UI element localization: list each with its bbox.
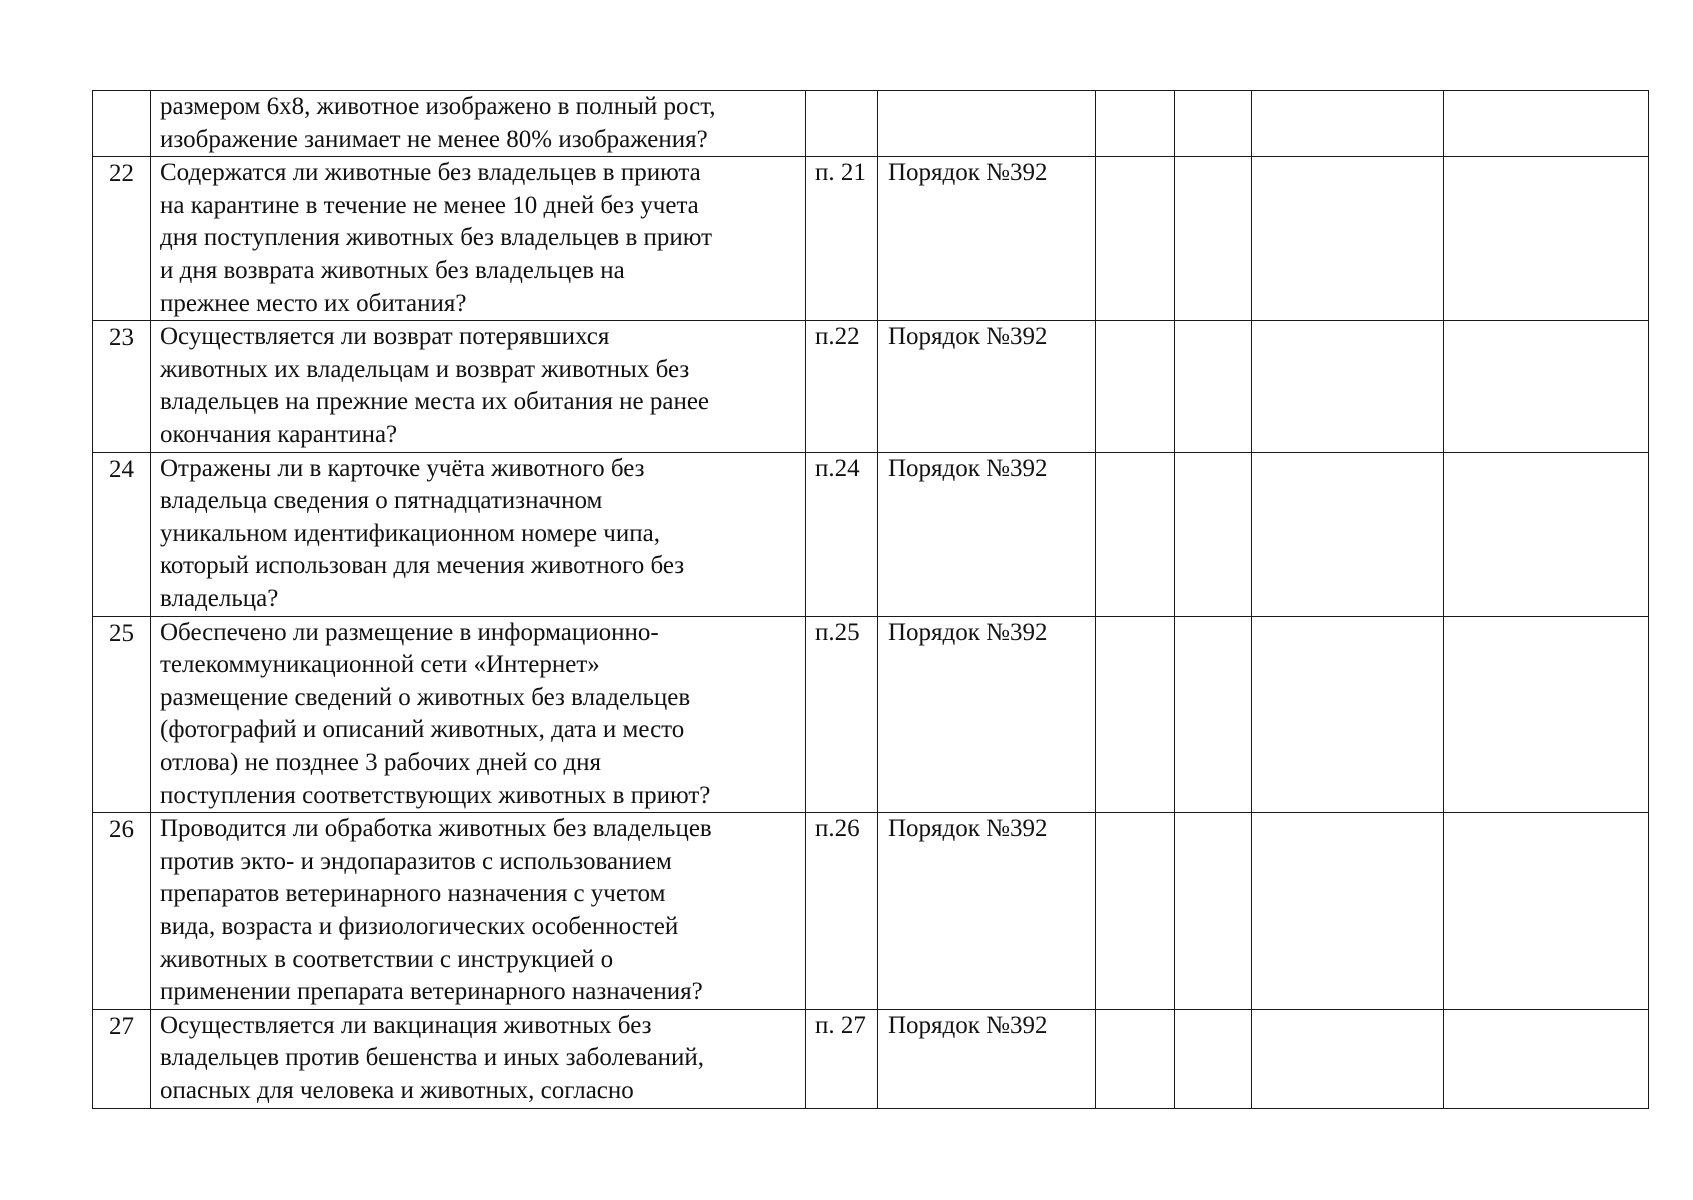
answer-cell-yes[interactable] xyxy=(1096,91,1175,157)
answer-cell-not-applicable[interactable] xyxy=(1252,616,1444,813)
answer-cell-not-applicable[interactable] xyxy=(1252,813,1444,1010)
clause-reference xyxy=(806,91,878,157)
answer-cell-no[interactable] xyxy=(1175,1009,1252,1108)
legal-act-reference: Порядок №392 xyxy=(878,616,1096,813)
clause-reference: п.24 xyxy=(806,452,878,616)
row-number: 24 xyxy=(93,452,151,616)
answer-cell-yes[interactable] xyxy=(1096,157,1175,321)
clause-reference: п. 21 xyxy=(806,157,878,321)
note-cell[interactable] xyxy=(1444,157,1649,321)
clause-reference: п.26 xyxy=(806,813,878,1010)
row-number xyxy=(93,91,151,157)
note-cell[interactable] xyxy=(1444,813,1649,1010)
table-row xyxy=(93,91,1649,157)
row-number: 27 xyxy=(93,1009,151,1108)
requirement-question: размером 6х8, животное изображено в полный рост, изображение занимает не менее 80% изображения? xyxy=(151,91,806,157)
answer-cell-no[interactable] xyxy=(1175,321,1252,452)
answer-cell-not-applicable[interactable] xyxy=(1252,157,1444,321)
table-row xyxy=(93,1009,1649,1108)
clause-reference: п.22 xyxy=(806,321,878,452)
answer-cell-yes[interactable] xyxy=(1096,1009,1175,1108)
legal-act-reference: Порядок №392 xyxy=(878,321,1096,452)
row-number: 23 xyxy=(93,321,151,452)
answer-cell-yes[interactable] xyxy=(1096,321,1175,452)
table-row xyxy=(93,452,1649,616)
row-number: 22 xyxy=(93,157,151,321)
requirement-question: Обеспечено ли размещение в информационно- телекоммуникационной сети «Интернет» размещение сведений о животных без владельцев (фотографий и описаний животных, дата и место отлова) не позднее 3 рабочих дней со дня поступления соответствующих животных в приют? xyxy=(151,616,806,813)
legal-act-reference xyxy=(878,91,1096,157)
table-row xyxy=(93,813,1649,1010)
answer-cell-yes[interactable] xyxy=(1096,813,1175,1010)
clause-reference: п.25 xyxy=(806,616,878,813)
requirement-question: Осуществляется ли вакцинация животных без владельцев против бешенства и иных заболеваний, опасных для человека и животных, согласно xyxy=(151,1009,806,1108)
legal-act-reference: Порядок №392 xyxy=(878,813,1096,1010)
clause-reference: п. 27 xyxy=(806,1009,878,1108)
answer-cell-no[interactable] xyxy=(1175,813,1252,1010)
answer-cell-no[interactable] xyxy=(1175,157,1252,321)
answer-cell-yes[interactable] xyxy=(1096,452,1175,616)
legal-act-reference: Порядок №392 xyxy=(878,1009,1096,1108)
note-cell[interactable] xyxy=(1444,321,1649,452)
table-row xyxy=(93,616,1649,813)
requirement-question: Проводится ли обработка животных без владельцев против экто- и эндопаразитов с использованием препаратов ветеринарного назначения с учетом вида, возраста и физиологических особенностей животных в соответствии с инструкцией о применении препарата ветеринарного назначения? xyxy=(151,813,806,1010)
requirement-question: Отражены ли в карточке учёта животного без владельца сведения о пятнадцатизначном уникальном идентификационном номере чипа, который использован для мечения животного без владельца? xyxy=(151,452,806,616)
checklist-table xyxy=(92,90,1649,1109)
note-cell[interactable] xyxy=(1444,1009,1649,1108)
answer-cell-no[interactable] xyxy=(1175,452,1252,616)
answer-cell-not-applicable[interactable] xyxy=(1252,1009,1444,1108)
legal-act-reference: Порядок №392 xyxy=(878,452,1096,616)
requirement-question: Содержатся ли животные без владельцев в приюта на карантине в течение не менее 10 дней без учета дня поступления животных без владельцев в приют и дня возврата животных без владельцев на прежнее место их обитания? xyxy=(151,157,806,321)
row-number: 25 xyxy=(93,616,151,813)
answer-cell-not-applicable[interactable] xyxy=(1252,452,1444,616)
note-cell[interactable] xyxy=(1444,91,1649,157)
answer-cell-no[interactable] xyxy=(1175,616,1252,813)
row-number: 26 xyxy=(93,813,151,1010)
answer-cell-not-applicable[interactable] xyxy=(1252,321,1444,452)
table-row xyxy=(93,157,1649,321)
note-cell[interactable] xyxy=(1444,616,1649,813)
answer-cell-no[interactable] xyxy=(1175,91,1252,157)
answer-cell-not-applicable[interactable] xyxy=(1252,91,1444,157)
answer-cell-yes[interactable] xyxy=(1096,616,1175,813)
note-cell[interactable] xyxy=(1444,452,1649,616)
legal-act-reference: Порядок №392 xyxy=(878,157,1096,321)
table-row xyxy=(93,321,1649,452)
requirement-question: Осуществляется ли возврат потерявшихся животных их владельцам и возврат животных без владельцев на прежние места их обитания не ранее окончания карантина? xyxy=(151,321,806,452)
